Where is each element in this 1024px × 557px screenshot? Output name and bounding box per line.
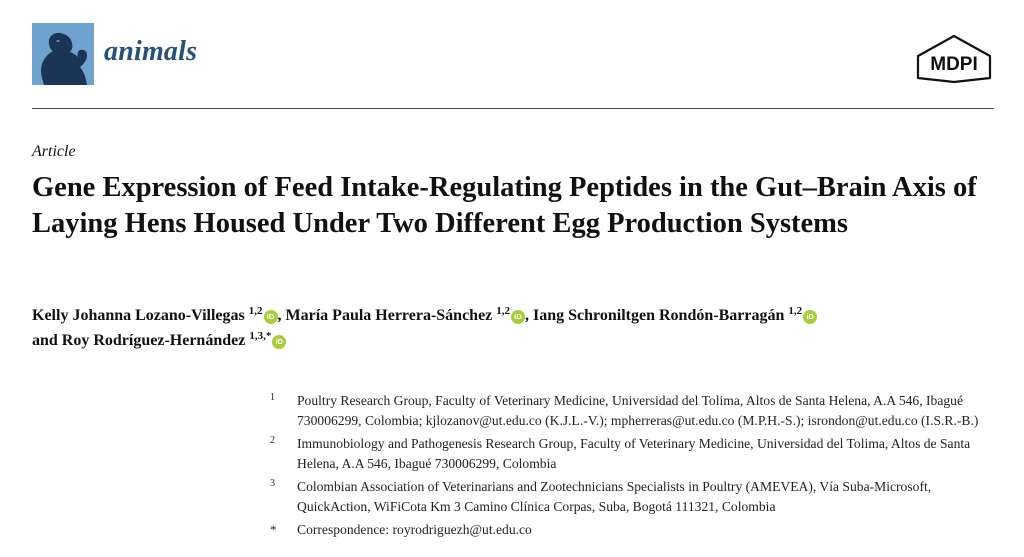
- author-name[interactable]: Iang Schroniltgen Rondón-Barragán: [533, 307, 785, 324]
- affiliation-list: [270, 391, 1000, 543]
- orcid-icon[interactable]: iD: [264, 310, 278, 324]
- affiliation-item: [270, 391, 1000, 431]
- author-affiliation-marker: 1,3,*: [249, 330, 272, 342]
- article-type: Article: [32, 143, 76, 160]
- affiliation-text: Correspondence: royrodriguezh@ut.edu.co: [297, 522, 532, 537]
- affiliation-marker: 2: [270, 435, 275, 446]
- publisher-name: MDPI: [930, 54, 978, 75]
- journal-name[interactable]: animals: [104, 36, 198, 67]
- affiliation-item: [270, 434, 1000, 474]
- primate-silhouette-icon: [32, 23, 94, 85]
- article-title: Gene Expression of Feed Intake-Regulating Peptides in the Gut–Brain Axis of Laying Hens Housed Under Two Different Egg Production Systems: [32, 172, 977, 239]
- publisher-logo[interactable]: [914, 34, 994, 84]
- affiliation-text: Immunobiology and Pathogenesis Research Group, Faculty of Veterinary Medicine, Universidad del Tolima, Altos de Santa Helena, A.A 546, Ibagué 730006299, Colombia: [297, 436, 971, 471]
- author-separator: ,: [277, 307, 286, 324]
- affiliation-item: [270, 477, 1000, 517]
- orcid-icon[interactable]: iD: [511, 310, 525, 324]
- affiliation-marker: 1: [270, 392, 275, 403]
- correspondence-item: [270, 520, 1000, 540]
- author-affiliation-marker: 1,2: [788, 305, 803, 317]
- author-name[interactable]: Kelly Johanna Lozano-Villegas: [32, 307, 245, 324]
- orcid-icon[interactable]: iD: [803, 310, 817, 324]
- author-affiliation-marker: 1,2: [496, 305, 511, 317]
- journal-logo: [32, 23, 94, 85]
- affiliation-text: Colombian Association of Veterinarians and Zootechnicians Specialists in Poultry (AMEVEA), Vía Suba-Microsoft, QuickAction, WiFiCota Km 3 Camino Clínica Corpas, Suba, Bogotá 111321, Colombia: [297, 479, 932, 514]
- author-conjunction: and: [32, 332, 62, 349]
- header-divider: [32, 108, 994, 109]
- author-affiliation-marker: 1,2: [248, 305, 263, 317]
- author-name[interactable]: Roy Rodríguez-Hernández: [61, 332, 246, 349]
- orcid-icon[interactable]: iD: [272, 335, 286, 349]
- affiliation-text: Poultry Research Group, Faculty of Veterinary Medicine, Universidad del Tolima, Altos de Santa Helena, A.A 546, Ibagué 730006299, Colombia; kjlozanov@ut.edu.co (K.J.L.-V.); mpherreras@ut.edu.co (M.P.H.-S.); isrondon@ut.edu.co (I.S.R.-B.): [297, 393, 979, 428]
- affiliation-marker: 3: [270, 478, 275, 489]
- author-list: [32, 303, 992, 353]
- mdpi-logo-icon: [914, 34, 994, 84]
- author-name[interactable]: María Paula Herrera-Sánchez: [285, 307, 493, 324]
- affiliation-marker: *: [270, 522, 277, 537]
- author-separator: ,: [525, 307, 534, 324]
